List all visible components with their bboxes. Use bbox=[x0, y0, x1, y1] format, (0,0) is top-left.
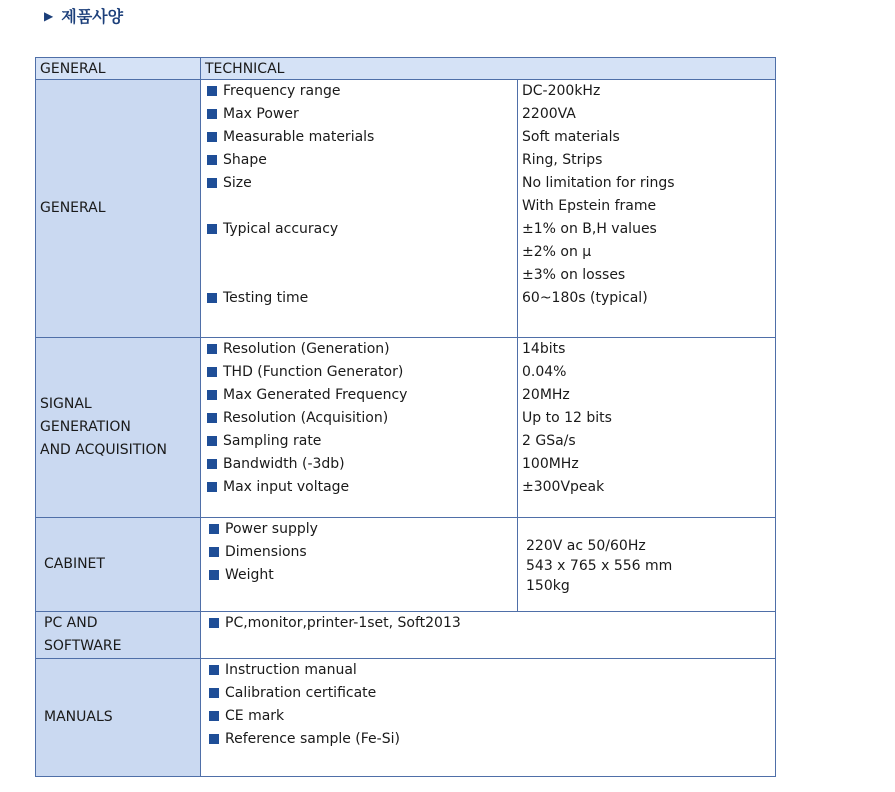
pc-category: PC AND SOFTWARE bbox=[36, 612, 201, 659]
spec-value: 100MHz bbox=[522, 456, 579, 472]
spec-value: ±1% on B,H values bbox=[522, 221, 657, 237]
bullet-square-icon bbox=[207, 178, 217, 188]
cabinet-items bbox=[201, 518, 518, 612]
bullet-square-icon bbox=[207, 482, 217, 492]
spec-item-blank bbox=[205, 264, 517, 287]
spec-item: Reference sample (Fe-Si) bbox=[207, 728, 775, 751]
spec-item: Weight bbox=[207, 564, 517, 587]
bullet-square-icon bbox=[207, 459, 217, 469]
pc-items bbox=[201, 612, 776, 659]
general-items bbox=[201, 80, 518, 338]
signal-category: SIGNAL GENERATION AND ACQUISITION bbox=[36, 338, 201, 518]
bullet-square-icon bbox=[209, 547, 219, 557]
spec-item: CE mark bbox=[207, 705, 775, 728]
spec-item-blank bbox=[205, 241, 517, 264]
spec-item: Max Power bbox=[205, 103, 517, 126]
bullet-square-icon bbox=[207, 86, 217, 96]
pc-row bbox=[36, 612, 776, 659]
bullet-square-icon bbox=[209, 665, 219, 675]
spec-item: Instruction manual bbox=[207, 659, 775, 682]
spec-value: ±3% on losses bbox=[522, 267, 626, 283]
bullet-square-icon bbox=[209, 618, 219, 628]
spec-item: Measurable materials bbox=[205, 126, 517, 149]
spec-value: ±2% on μ bbox=[522, 244, 592, 260]
bullet-square-icon bbox=[207, 132, 217, 142]
signal-row bbox=[36, 338, 776, 518]
spec-item: Dimensions bbox=[207, 541, 517, 564]
spec-table bbox=[35, 57, 776, 777]
spec-item: Bandwidth (-3db) bbox=[205, 453, 517, 476]
spec-value: 2200VA bbox=[522, 106, 576, 122]
spec-item: Frequency range bbox=[205, 80, 517, 103]
spec-value: 0.04% bbox=[522, 364, 567, 380]
header-technical: TECHNICAL bbox=[201, 58, 776, 80]
general-values bbox=[518, 80, 776, 338]
bullet-square-icon bbox=[209, 570, 219, 580]
bullet-square-icon bbox=[207, 367, 217, 377]
spec-item: Size bbox=[205, 172, 517, 195]
general-row bbox=[36, 80, 776, 338]
spec-value: Up to 12 bits bbox=[522, 410, 612, 426]
spec-value: 60~180s (typical) bbox=[522, 290, 648, 306]
bullet-square-icon bbox=[207, 390, 217, 400]
bullet-square-icon bbox=[209, 524, 219, 534]
spec-item: Max input voltage bbox=[205, 476, 517, 499]
spec-value: 543 x 765 x 556 mm bbox=[526, 558, 673, 574]
spec-value: With Epstein frame bbox=[522, 198, 657, 214]
spec-item-blank bbox=[205, 195, 517, 218]
bullet-square-icon bbox=[207, 413, 217, 423]
spec-item: Power supply bbox=[207, 518, 517, 541]
header-general: GENERAL bbox=[36, 58, 201, 80]
signal-items bbox=[201, 338, 518, 518]
bullet-square-icon bbox=[207, 436, 217, 446]
bullet-square-icon bbox=[207, 155, 217, 165]
header-row bbox=[36, 58, 776, 80]
signal-values bbox=[518, 338, 776, 518]
cabinet-values bbox=[518, 518, 776, 612]
bullet-square-icon bbox=[209, 688, 219, 698]
spec-item: Typical accuracy bbox=[205, 218, 517, 241]
bullet-square-icon bbox=[207, 344, 217, 354]
spec-value: 220V ac 50/60Hz bbox=[526, 538, 646, 554]
manuals-category: MANUALS bbox=[36, 659, 201, 777]
spec-value: 2 GSa/s bbox=[522, 433, 576, 449]
spec-value: No limitation for rings bbox=[522, 175, 675, 191]
spec-value: ±300Vpeak bbox=[522, 479, 605, 495]
spec-item: Resolution (Generation) bbox=[205, 338, 517, 361]
bullet-square-icon bbox=[207, 293, 217, 303]
cabinet-row bbox=[36, 518, 776, 612]
manuals-items bbox=[201, 659, 776, 777]
bullet-square-icon bbox=[207, 224, 217, 234]
spec-item: Resolution (Acquisition) bbox=[205, 407, 517, 430]
spec-value: 20MHz bbox=[522, 387, 570, 403]
spec-item: Calibration certificate bbox=[207, 682, 775, 705]
spec-item: Shape bbox=[205, 149, 517, 172]
page-title-text: 제품사양 bbox=[61, 7, 124, 26]
play-arrow-icon: ▶ bbox=[44, 8, 54, 23]
bullet-square-icon bbox=[209, 711, 219, 721]
general-category: GENERAL bbox=[36, 80, 201, 338]
spec-item: Testing time bbox=[205, 287, 517, 310]
page-title bbox=[44, 4, 123, 27]
spec-item: Max Generated Frequency bbox=[205, 384, 517, 407]
spec-value: 150kg bbox=[526, 578, 570, 594]
spec-value: Soft materials bbox=[522, 129, 620, 145]
spec-item: PC,monitor,printer-1set, Soft2013 bbox=[207, 612, 775, 635]
spec-item: Sampling rate bbox=[205, 430, 517, 453]
bullet-square-icon bbox=[209, 734, 219, 744]
spec-value: Ring, Strips bbox=[522, 152, 603, 168]
cabinet-category: CABINET bbox=[36, 518, 201, 612]
spec-item: THD (Function Generator) bbox=[205, 361, 517, 384]
manuals-row bbox=[36, 659, 776, 777]
spec-value: 14bits bbox=[522, 341, 566, 357]
bullet-square-icon bbox=[207, 109, 217, 119]
spec-value: DC-200kHz bbox=[522, 83, 601, 99]
